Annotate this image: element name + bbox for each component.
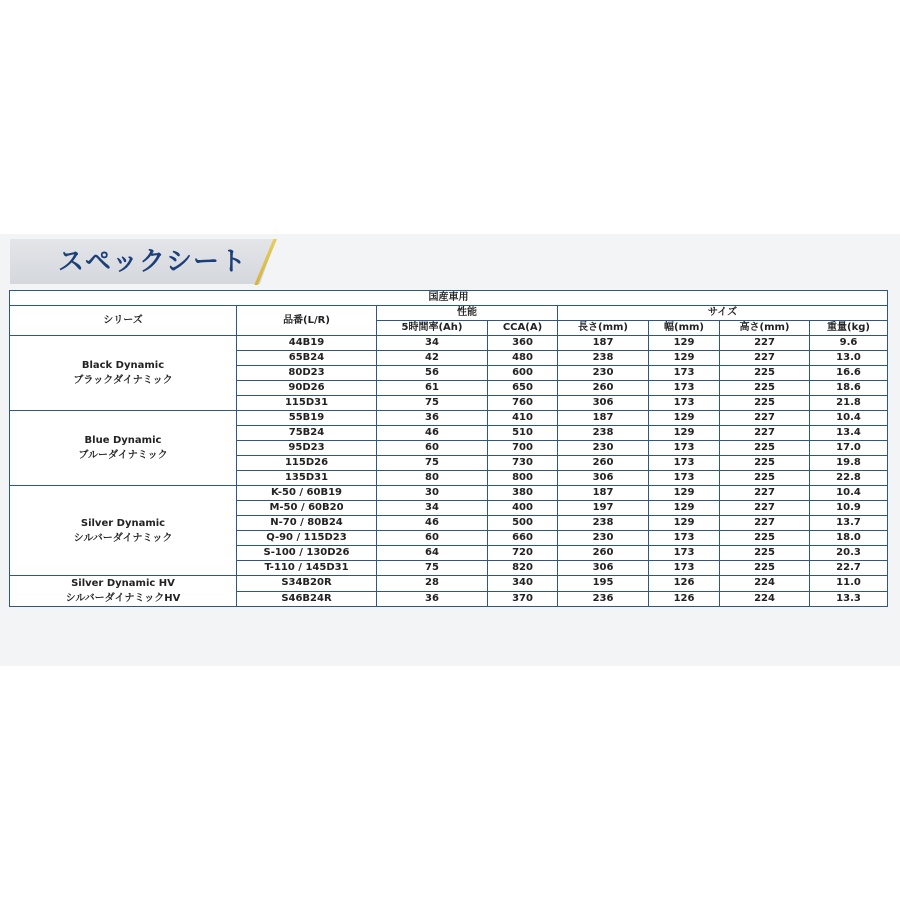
height-cell: 227 <box>720 411 810 426</box>
header-length: 長さ(mm) <box>558 321 649 336</box>
model-cell: 65B24 <box>237 351 377 366</box>
height-cell: 225 <box>720 471 810 486</box>
width-cell: 129 <box>649 411 720 426</box>
width-cell: 129 <box>649 351 720 366</box>
series-name-en: Silver Dynamic <box>80 517 166 529</box>
width-cell: 129 <box>649 516 720 531</box>
weight-cell: 13.7 <box>810 516 888 531</box>
capacity-cell: 60 <box>377 441 488 456</box>
header-performance: 性能 <box>377 306 558 321</box>
model-cell: 75B24 <box>237 426 377 441</box>
series-cell <box>10 576 237 607</box>
capacity-cell: 75 <box>377 456 488 471</box>
series-cell <box>10 336 237 411</box>
length-cell: 306 <box>558 471 649 486</box>
series-name-ja: ブラックダイナミック <box>73 375 173 386</box>
weight-cell: 9.6 <box>810 336 888 351</box>
header-cca: CCA(A) <box>488 321 558 336</box>
model-cell: 90D26 <box>237 381 377 396</box>
width-cell: 126 <box>649 576 720 592</box>
series-name-en: Blue Dynamic <box>84 435 162 446</box>
header-row-2 <box>10 306 888 321</box>
header-series: シリーズ <box>10 306 237 336</box>
model-cell: T-110 / 145D31 <box>237 561 377 576</box>
capacity-cell: 30 <box>377 486 488 501</box>
width-cell: 173 <box>649 456 720 471</box>
model-cell: Q-90 / 115D23 <box>237 531 377 546</box>
cca-cell: 370 <box>488 591 558 607</box>
length-cell: 238 <box>558 516 649 531</box>
header-width: 幅(mm) <box>649 321 720 336</box>
model-cell: 115D31 <box>237 396 377 411</box>
table-row <box>10 411 888 426</box>
model-cell: S-100 / 130D26 <box>237 546 377 561</box>
header-height: 高さ(mm) <box>720 321 810 336</box>
weight-cell: 10.9 <box>810 501 888 516</box>
header-domestic: 国産車用 <box>10 291 888 306</box>
width-cell: 173 <box>649 366 720 381</box>
width-cell: 173 <box>649 471 720 486</box>
weight-cell: 10.4 <box>810 411 888 426</box>
series-name-ja: シルバーダイナミックHV <box>65 593 181 604</box>
capacity-cell: 36 <box>377 591 488 607</box>
weight-cell: 22.7 <box>810 561 888 576</box>
height-cell: 227 <box>720 426 810 441</box>
capacity-cell: 46 <box>377 426 488 441</box>
width-cell: 173 <box>649 396 720 411</box>
series-cell <box>10 411 237 486</box>
capacity-cell: 75 <box>377 396 488 411</box>
table-row <box>10 486 888 501</box>
weight-cell: 19.8 <box>810 456 888 471</box>
cca-cell: 820 <box>488 561 558 576</box>
cca-cell: 660 <box>488 531 558 546</box>
cca-cell: 380 <box>488 486 558 501</box>
cca-cell: 760 <box>488 396 558 411</box>
height-cell: 225 <box>720 366 810 381</box>
capacity-cell: 42 <box>377 351 488 366</box>
cca-cell: 730 <box>488 456 558 471</box>
capacity-cell: 34 <box>377 336 488 351</box>
header-size: サイズ <box>558 306 888 321</box>
height-cell: 225 <box>720 456 810 471</box>
cca-cell: 400 <box>488 501 558 516</box>
cca-cell: 600 <box>488 366 558 381</box>
header-row-1 <box>10 291 888 306</box>
table-row <box>10 336 888 351</box>
model-cell: 135D31 <box>237 471 377 486</box>
page-title: スペックシート <box>58 247 248 277</box>
model-cell: N-70 / 80B24 <box>237 516 377 531</box>
cca-cell: 410 <box>488 411 558 426</box>
weight-cell: 18.0 <box>810 531 888 546</box>
weight-cell: 20.3 <box>810 546 888 561</box>
weight-cell: 16.6 <box>810 366 888 381</box>
capacity-cell: 36 <box>377 411 488 426</box>
series-name-ja: ブルーダイナミック <box>78 450 168 461</box>
cca-cell: 360 <box>488 336 558 351</box>
length-cell: 197 <box>558 501 649 516</box>
height-cell: 225 <box>720 561 810 576</box>
length-cell: 187 <box>558 411 649 426</box>
weight-cell: 11.0 <box>810 576 888 592</box>
height-cell: 225 <box>720 531 810 546</box>
cca-cell: 340 <box>488 576 558 592</box>
length-cell: 260 <box>558 381 649 396</box>
capacity-cell: 46 <box>377 516 488 531</box>
model-cell: M-50 / 60B20 <box>237 501 377 516</box>
length-cell: 306 <box>558 396 649 411</box>
weight-cell: 18.6 <box>810 381 888 396</box>
weight-cell: 13.4 <box>810 426 888 441</box>
capacity-cell: 56 <box>377 366 488 381</box>
width-cell: 129 <box>649 486 720 501</box>
height-cell: 227 <box>720 516 810 531</box>
width-cell: 126 <box>649 591 720 607</box>
model-cell: S46B24R <box>237 591 377 607</box>
cca-cell: 650 <box>488 381 558 396</box>
weight-cell: 13.0 <box>810 351 888 366</box>
weight-cell: 13.3 <box>810 591 888 607</box>
series-name-en: Silver Dynamic HV <box>71 578 175 589</box>
spec-table <box>9 290 888 607</box>
length-cell: 230 <box>558 531 649 546</box>
height-cell: 227 <box>720 486 810 501</box>
height-cell: 227 <box>720 501 810 516</box>
header-weight: 重量(kg) <box>810 321 888 336</box>
height-cell: 225 <box>720 441 810 456</box>
width-cell: 173 <box>649 531 720 546</box>
model-cell: S34B20R <box>237 576 377 592</box>
cca-cell: 510 <box>488 426 558 441</box>
model-cell: K-50 / 60B19 <box>237 486 377 501</box>
height-cell: 225 <box>720 396 810 411</box>
capacity-cell: 28 <box>377 576 488 592</box>
length-cell: 230 <box>558 441 649 456</box>
width-cell: 129 <box>649 501 720 516</box>
capacity-cell: 80 <box>377 471 488 486</box>
model-cell: 44B19 <box>237 336 377 351</box>
model-cell: 115D26 <box>237 456 377 471</box>
length-cell: 238 <box>558 426 649 441</box>
weight-cell: 10.4 <box>810 486 888 501</box>
length-cell: 260 <box>558 456 649 471</box>
header-model: 品番(L/R) <box>237 306 377 336</box>
header-capacity: 5時間率(Ah) <box>377 321 488 336</box>
capacity-cell: 75 <box>377 561 488 576</box>
capacity-cell: 64 <box>377 546 488 561</box>
length-cell: 236 <box>558 591 649 607</box>
weight-cell: 22.8 <box>810 471 888 486</box>
series-cell <box>10 486 237 576</box>
height-cell: 224 <box>720 576 810 592</box>
weight-cell: 17.0 <box>810 441 888 456</box>
length-cell: 230 <box>558 366 649 381</box>
length-cell: 238 <box>558 351 649 366</box>
series-name-en: Black Dynamic <box>81 360 165 371</box>
length-cell: 195 <box>558 576 649 592</box>
width-cell: 173 <box>649 441 720 456</box>
cca-cell: 480 <box>488 351 558 366</box>
width-cell: 173 <box>649 381 720 396</box>
capacity-cell: 34 <box>377 501 488 516</box>
model-cell: 55B19 <box>237 411 377 426</box>
model-cell: 80D23 <box>237 366 377 381</box>
length-cell: 260 <box>558 546 649 561</box>
height-cell: 225 <box>720 546 810 561</box>
width-cell: 173 <box>649 561 720 576</box>
length-cell: 187 <box>558 486 649 501</box>
weight-cell: 21.8 <box>810 396 888 411</box>
cca-cell: 800 <box>488 471 558 486</box>
length-cell: 187 <box>558 336 649 351</box>
height-cell: 225 <box>720 381 810 396</box>
width-cell: 129 <box>649 336 720 351</box>
cca-cell: 700 <box>488 441 558 456</box>
cca-cell: 720 <box>488 546 558 561</box>
height-cell: 224 <box>720 591 810 607</box>
model-cell: 95D23 <box>237 441 377 456</box>
cca-cell: 500 <box>488 516 558 531</box>
capacity-cell: 61 <box>377 381 488 396</box>
capacity-cell: 60 <box>377 531 488 546</box>
table-row <box>10 576 888 592</box>
series-name-ja: シルバーダイナミック <box>73 532 173 544</box>
width-cell: 173 <box>649 546 720 561</box>
height-cell: 227 <box>720 336 810 351</box>
width-cell: 129 <box>649 426 720 441</box>
height-cell: 227 <box>720 351 810 366</box>
length-cell: 306 <box>558 561 649 576</box>
